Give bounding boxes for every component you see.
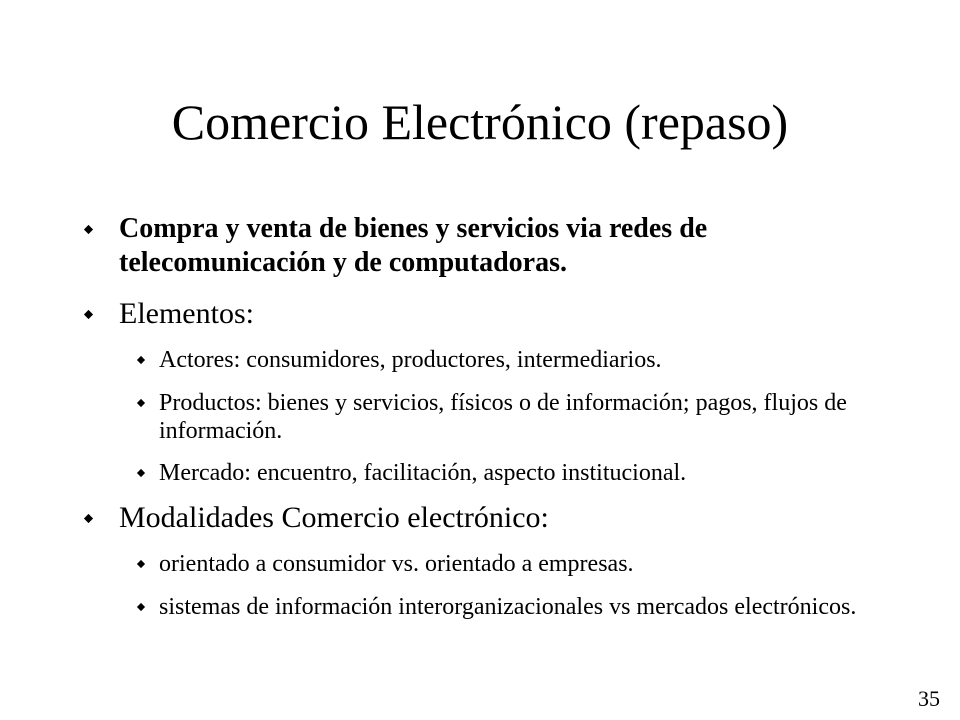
bullet-item-elementos (80, 297, 880, 331)
bullet-icon (137, 356, 145, 364)
bullet-text: Compra y venta de bienes y servicios via redes de telecomunicación y de computadoras. (119, 213, 708, 278)
page-number: 35 (918, 686, 940, 711)
bullet-icon (84, 310, 93, 319)
slide-title: Comercio Electrónico (repaso) (171, 94, 789, 150)
bullet-icon (84, 514, 93, 523)
sub-bullet-item-productos (80, 389, 880, 445)
bullet-icon (84, 225, 93, 234)
bullet-icon (137, 560, 145, 568)
sub-bullet-item-sistemas (80, 593, 880, 621)
bullet-icon (137, 603, 145, 611)
bullet-icon (137, 469, 145, 477)
sub-bullet-item-mercado (80, 459, 880, 487)
sub-bullet-item-orientado (80, 550, 880, 578)
bullet-text: Actores: consumidores, productores, intermediarios. (159, 347, 662, 373)
bullet-text: sistemas de información interorganizacionales vs mercados electrónicos. (159, 594, 857, 620)
bullet-list (80, 212, 880, 621)
sub-bullet-item-actores (80, 346, 880, 374)
bullet-icon (137, 399, 145, 407)
bullet-text: Mercado: encuentro, facilitación, aspecto institucional. (159, 460, 687, 486)
bullet-item-modalidades (80, 501, 880, 535)
bullet-item-definition (80, 212, 880, 280)
bullet-text: Productos: bienes y servicios, físicos o de información; pagos, flujos de información. (159, 390, 847, 444)
bullet-text: Elementos: (119, 297, 254, 330)
bullet-text: Modalidades Comercio electrónico: (119, 501, 549, 534)
bullet-text: orientado a consumidor vs. orientado a empresas. (159, 551, 634, 577)
